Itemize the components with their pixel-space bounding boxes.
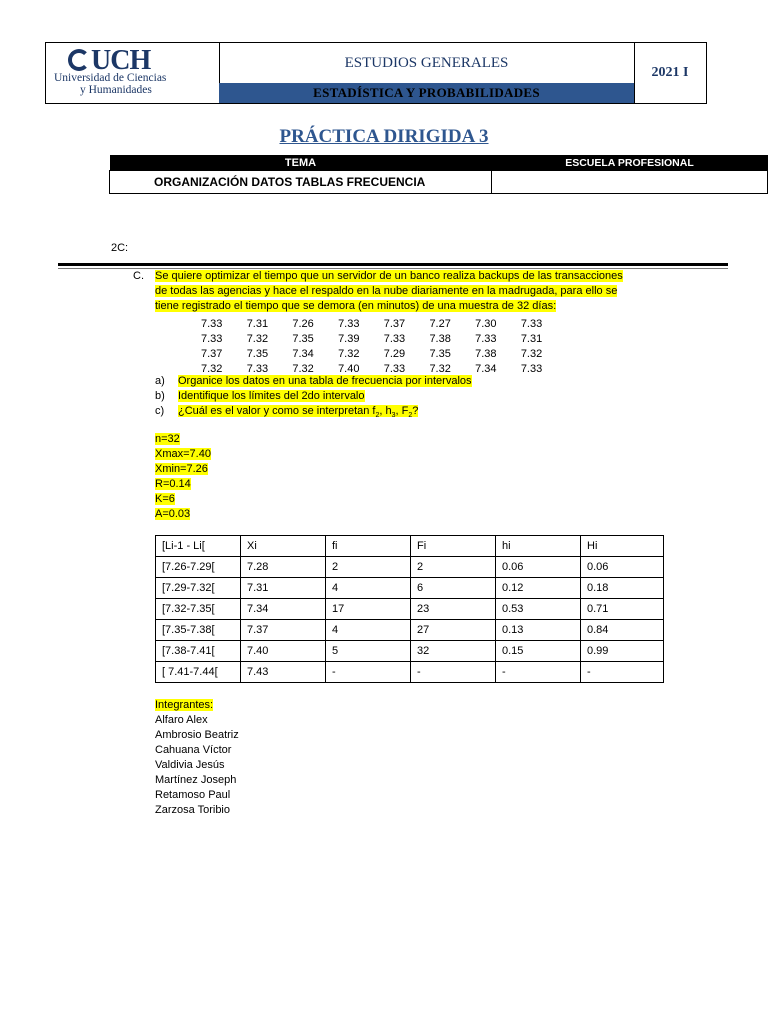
cell: - (581, 662, 664, 683)
data-value: 7.26 (292, 318, 314, 330)
escuela-header: ESCUELA PROFESIONAL (492, 155, 768, 171)
cell: 0.71 (581, 599, 664, 620)
cell: [ 7.41-7.44[ (156, 662, 241, 683)
stat-xmin: Xmin=7.26 (155, 463, 208, 475)
cell: 23 (411, 599, 496, 620)
table-row (156, 578, 664, 599)
stat-k: K=6 (155, 493, 175, 505)
data-value: 7.31 (246, 318, 269, 330)
data-value: 7.32 (246, 333, 269, 345)
header-middle (219, 43, 635, 103)
cell: 7.40 (241, 641, 326, 662)
data-value: 7.27 (429, 318, 451, 330)
cell: 0.06 (496, 557, 581, 578)
tema-value: ORGANIZACIÓN DATOS TABLAS FRECUENCIA (110, 171, 492, 194)
data-value: 7.37 (383, 318, 406, 330)
data-value: 7.33 (520, 318, 543, 330)
question-c: c) ¿Cuál es el valor y como se interpretan $f_2$, $h_3$, $F_2$? (155, 405, 419, 420)
section-label: 2C: (111, 242, 129, 254)
data-value: 7.33 (383, 333, 406, 345)
cell: [7.35-7.38[ (156, 620, 241, 641)
question-a: a) Organice los datos en una tabla de frecuencia por intervalos (155, 375, 472, 387)
cell: 0.12 (496, 578, 581, 599)
table-row (156, 620, 664, 641)
cell: - (326, 662, 411, 683)
stat-amplitude: A=0.03 (155, 508, 191, 520)
data-value: 7.30 (475, 318, 497, 330)
cell: [7.29-7.32[ (156, 578, 241, 599)
data-value: 7.35 (246, 348, 269, 360)
problem-letter: C. (133, 270, 144, 282)
members-label: Integrantes: (155, 699, 214, 711)
cell: 0.06 (581, 557, 664, 578)
cell: [7.26-7.29[ (156, 557, 241, 578)
cell: 6 (411, 578, 496, 599)
question-b: b) Identifique los límites del 2do intervalo (155, 390, 365, 402)
data-value: 7.39 (338, 333, 360, 345)
header-xi: Xi (241, 536, 326, 557)
frequency-table (155, 535, 664, 683)
data-value: 7.32 (338, 348, 360, 360)
problem-line-2: de todas las agencias y hace el respaldo en la nube diariamente en la madrugada, para ello se (155, 285, 618, 297)
member-name: Zarzosa Toribio (155, 804, 230, 816)
document-header (45, 42, 707, 104)
data-value: 7.33 (383, 363, 406, 375)
cell: 7.28 (241, 557, 326, 578)
header-Fi: Fi (411, 536, 496, 557)
page-title: PRÁCTICA DIRIGIDA 3 (279, 126, 489, 147)
problem-statement (155, 269, 623, 314)
data-value: 7.32 (520, 348, 543, 360)
member-name: Cahuana Víctor (155, 744, 232, 756)
data-value: 7.34 (292, 348, 314, 360)
stat-xmax: Xmax=7.40 (155, 448, 211, 460)
university-name-line1: Universidad de Ciencias (54, 72, 167, 84)
member-name: Valdivia Jesús (155, 759, 225, 771)
cell: - (411, 662, 496, 683)
tema-header: TEMA (110, 155, 492, 171)
data-grid (201, 314, 567, 374)
data-grid-row (201, 329, 567, 344)
cell: 7.37 (241, 620, 326, 641)
cell: 0.18 (581, 578, 664, 599)
course-name: ESTADÍSTICA Y PROBABILIDADES (219, 83, 634, 103)
member-name: Alfaro Alex (155, 714, 208, 726)
question-list (155, 374, 472, 423)
header-interval: [Li-1 - Li[ (156, 536, 241, 557)
divider (58, 263, 728, 266)
members-section (155, 698, 239, 818)
cell: 0.13 (496, 620, 581, 641)
member-name: Martínez Joseph (155, 774, 237, 786)
cell: 2 (411, 557, 496, 578)
data-value: 7.32 (292, 363, 314, 375)
uch-logo-text: UCH (68, 45, 150, 77)
member-name: Ambrosio Beatriz (155, 729, 239, 741)
stat-n: n=32 (155, 433, 180, 445)
data-value: 7.32 (429, 363, 451, 375)
cell: 7.31 (241, 578, 326, 599)
table-row (156, 599, 664, 620)
table-row (156, 557, 664, 578)
data-value: 7.34 (475, 363, 497, 375)
header-Hi: Hi (581, 536, 664, 557)
data-value: 7.37 (201, 348, 223, 360)
data-grid-row (201, 344, 567, 359)
cell: 0.99 (581, 641, 664, 662)
data-value: 7.32 (201, 363, 223, 375)
data-value: 7.38 (475, 348, 497, 360)
cell: [7.38-7.41[ (156, 641, 241, 662)
cell: 2 (326, 557, 411, 578)
cell: 27 (411, 620, 496, 641)
cell: 5 (326, 641, 411, 662)
data-grid-row (201, 314, 567, 329)
cell: 7.43 (241, 662, 326, 683)
data-value: 7.33 (475, 333, 497, 345)
cell: 4 (326, 578, 411, 599)
header-hi: hi (496, 536, 581, 557)
data-value: 7.35 (292, 333, 314, 345)
data-value: 7.38 (429, 333, 451, 345)
cell: 0.84 (581, 620, 664, 641)
data-value: 7.40 (338, 363, 360, 375)
cell: 4 (326, 620, 411, 641)
university-logo (46, 43, 220, 103)
data-value: 7.33 (201, 318, 223, 330)
problem-line-3: tiene registrado el tiempo que se demora (en minutos) de una muestra de 32 días: (155, 300, 557, 312)
data-value: 7.35 (429, 348, 451, 360)
cell: [7.32-7.35[ (156, 599, 241, 620)
escuela-value (492, 171, 768, 194)
info-table (109, 155, 768, 194)
cell: 0.15 (496, 641, 581, 662)
stats-list (155, 432, 211, 522)
data-value: 7.29 (383, 348, 406, 360)
cell: 32 (411, 641, 496, 662)
data-value: 7.33 (246, 363, 269, 375)
member-name: Retamoso Paul (155, 789, 231, 801)
program-name: ESTUDIOS GENERALES (344, 54, 509, 71)
table-row (156, 662, 664, 683)
table-header-row (156, 536, 664, 557)
table-row (156, 641, 664, 662)
university-name-line2: y Humanidades (80, 84, 152, 96)
logo-c-icon (68, 49, 90, 71)
problem-line-1: Se quiere optimizar el tiempo que un servidor de un banco realiza backups de las transacciones (155, 270, 623, 282)
data-value: 7.33 (520, 363, 543, 375)
cell: 7.34 (241, 599, 326, 620)
data-value: 7.33 (338, 318, 360, 330)
data-value: 7.31 (520, 333, 543, 345)
data-grid-row (201, 359, 567, 374)
stat-range: R=0.14 (155, 478, 191, 490)
cell: 0.53 (496, 599, 581, 620)
data-value: 7.33 (201, 333, 223, 345)
cell: - (496, 662, 581, 683)
header-fi: fi (326, 536, 411, 557)
period: 2021 I (651, 65, 689, 80)
cell: 17 (326, 599, 411, 620)
